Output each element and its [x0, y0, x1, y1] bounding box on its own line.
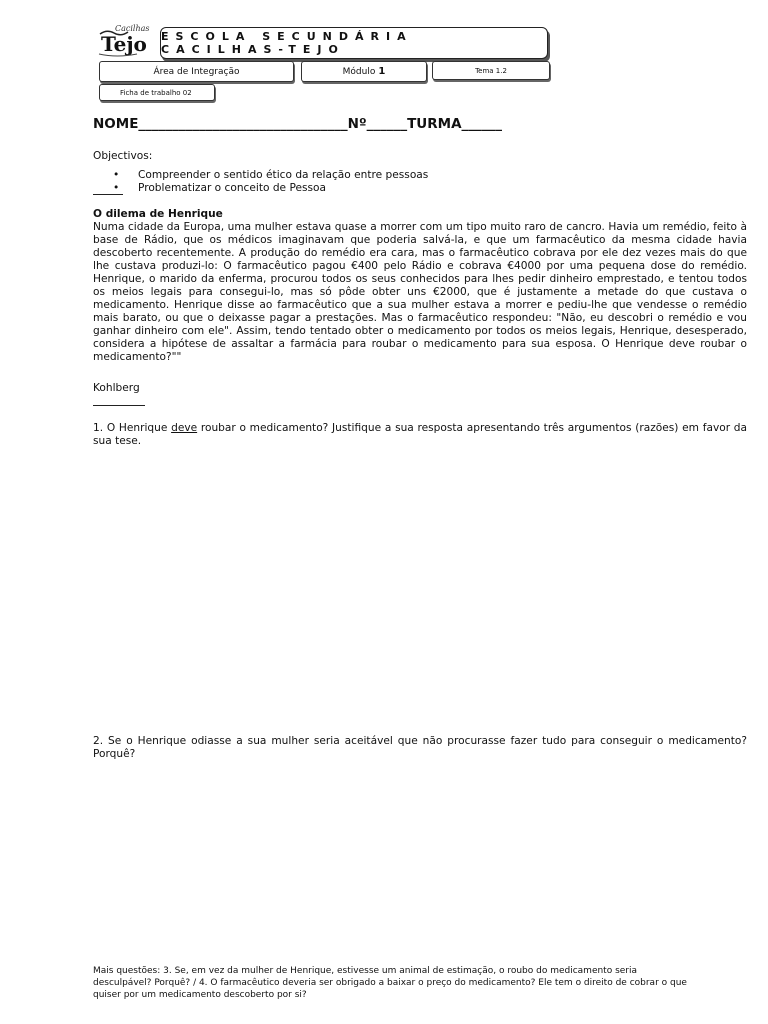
- divider: [93, 194, 123, 195]
- student-name-line: NOME_______________________________Nº______TURMA______: [93, 116, 503, 132]
- question-1-prefix: 1. O Henrique: [93, 422, 172, 434]
- dilemma-author: Kohlberg: [93, 382, 140, 394]
- question-1-emphasis: deve: [171, 422, 198, 434]
- more-questions: Mais questões: 3. Se, em vez da mulher de Henrique, estivesse um animal de estimação, o roubo do medicamento seria desculpável? Porquê? / 4. O farmacêutico deveria ser obrigado a baixar o preço do medicamento? Ele tem o direito de cobrar o que quiser por um medicamento descoberto por si?: [93, 966, 687, 1000]
- module-number: 1: [378, 66, 386, 77]
- question-2: 2. Se o Henrique odiasse a sua mulher seria aceitável que não procurasse fazer tudo para conseguir o medicamento? Porquê?: [93, 735, 747, 760]
- school-logo: [97, 20, 155, 60]
- tema-box: Tema 1.2: [432, 61, 550, 80]
- dilemma-text: Numa cidade da Europa, uma mulher estava quase a morrer com um tipo muito raro de cancro. Havia um remédio, feito à base de Rádio, que os médicos imaginavam que poderia salvá-la, e que um farmacêutico da mesma cidade havia descoberto recentemente. A produção do remédio era cara, mas o farmacêutico cobrava por ele dez vezes mais do que lhe custava produzi-lo: O farmacêutico pagou €400 pelo Rádio e cobrava €4000 por uma pequena dose do remédio. Henrique, o marido da enferma, procurou todos os seus conhecidos para lhes pedir dinheiro emprestado, e tentou todos os meios legais para consegui-lo, mas só pôde obter uns €2000, que é justamente a metade do que custava o medicamento. Henrique disse ao farmacêutico que a sua mulher estava a morrer e pediu-lhe que vendesse o remédio mais barato, ou que o deixasse pagar a prestações. Mas o farmacêutico respondeu: "Não, eu descobri o remédio e vou ganhar dinheiro com ele". Assim, tendo tentado obter o medicamento por todos os meios legais, Henrique, desesperado, considera a hipótese de assaltar a farmácia para roubar o medicamento para sua esposa. O Henrique deve roubar o medicamento?"": [93, 221, 747, 363]
- module-label: Módulo: [342, 66, 376, 77]
- ficha-box: Ficha de trabalho 02: [99, 84, 215, 101]
- objectives-list: [113, 169, 428, 195]
- area-box: Área de Integração: [99, 61, 294, 82]
- list-item: • Problematizar o conceito de Pessoa: [113, 182, 428, 195]
- logo-text: Tejo: [101, 32, 147, 56]
- logo-script: Cacilhas: [115, 24, 150, 33]
- divider: [93, 405, 145, 406]
- list-item: • Compreender o sentido ético da relação entre pessoas: [113, 169, 428, 182]
- dilemma-title: O dilema de Henrique: [93, 208, 223, 220]
- school-title: ESCOLA SECUNDÁRIA CACILHAS-TEJO: [160, 27, 548, 59]
- objectives-label: Objectivos:: [93, 150, 153, 162]
- module-box: [301, 61, 427, 82]
- question-1: [93, 422, 747, 448]
- question-1-rest: roubar o medicamento? Justifique a sua resposta apresentando três argumentos (razões) em favor da sua tese.: [93, 422, 747, 447]
